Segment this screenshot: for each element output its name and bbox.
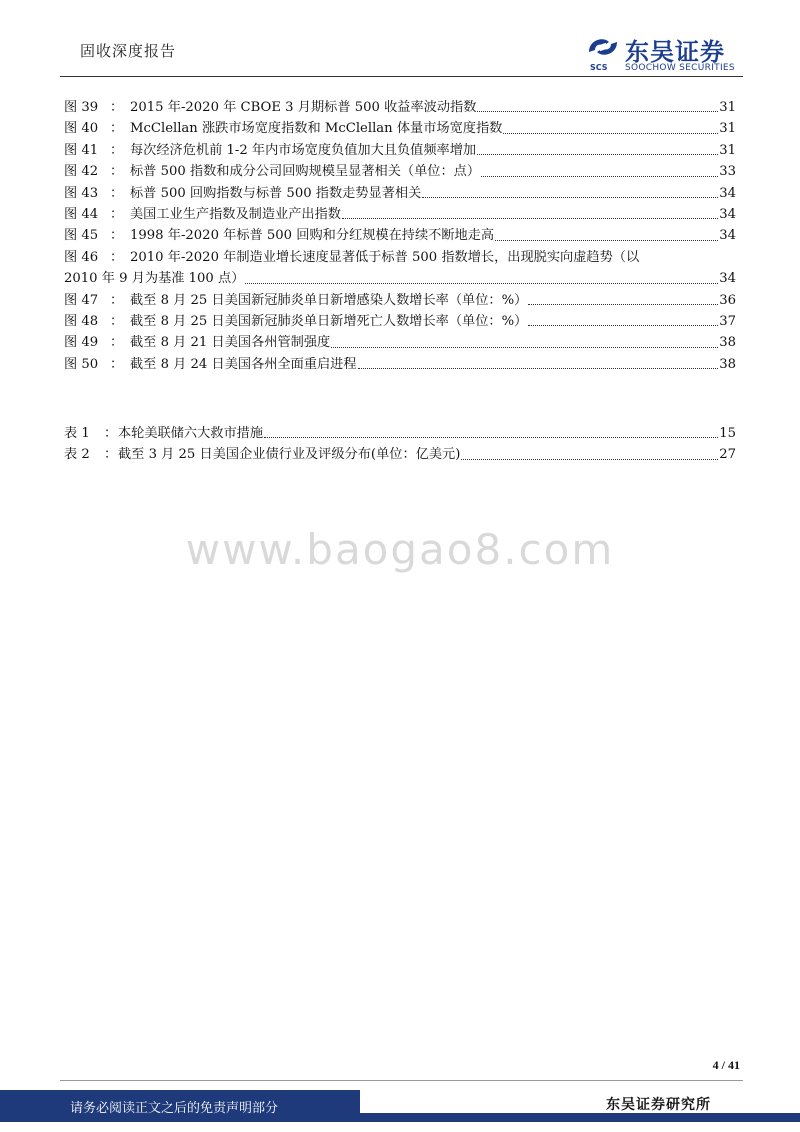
figure-label: 图 39 — [64, 100, 99, 115]
figure-label: 图 43 — [64, 185, 99, 201]
toc-entry-table-2[interactable] — [64, 443, 736, 464]
figure-title: 截至 8 月 21 日美国各州管制强度 — [130, 335, 331, 351]
page-ref: 31 — [719, 100, 736, 115]
page-ref: 34 — [719, 228, 736, 244]
table-label: 表 1 — [64, 426, 90, 441]
figure-list — [64, 96, 736, 374]
toc-entry-table-1[interactable] — [64, 422, 736, 443]
figure-label: 图 45 — [64, 228, 99, 244]
page-number: 4 / 41 — [712, 1058, 740, 1072]
figure-title: 标普 500 回购指数与标普 500 指数走势显著相关 — [130, 185, 422, 201]
figure-label: 图 47 — [64, 292, 99, 308]
page-ref: 34 — [719, 206, 736, 222]
page-ref: 34 — [719, 185, 736, 201]
separator: ： — [104, 426, 118, 441]
watermark: www.baogao8.com — [185, 525, 615, 574]
toc-entry-figure-46-continued[interactable] — [64, 267, 736, 288]
figure-label: 图 49 — [64, 335, 99, 351]
figure-label: 图 41 — [64, 142, 99, 158]
leader-dots — [481, 176, 718, 177]
footer-band — [360, 1113, 800, 1122]
toc-entry-figure-41[interactable] — [64, 139, 736, 160]
page-ref: 31 — [719, 121, 736, 137]
leader-dots — [477, 154, 718, 155]
figure-title: McClellan 涨跌市场宽度指数和 McClellan 体量市场宽度指数 — [130, 121, 503, 137]
leader-dots — [528, 304, 718, 305]
header-divider — [60, 76, 743, 77]
page-ref: 38 — [719, 356, 736, 372]
logo-mark-icon — [585, 32, 621, 62]
toc-entry-figure-39[interactable] — [64, 96, 736, 117]
figure-title-continued: 2010 年 9 月为基准 100 点） — [64, 271, 245, 287]
figure-title: 截至 8 月 24 日美国各州全面重启进程 — [130, 356, 357, 372]
company-logo — [585, 32, 745, 74]
page-ref: 37 — [719, 313, 736, 329]
table-list — [64, 422, 736, 465]
leader-dots — [331, 347, 718, 348]
leader-dots — [528, 325, 718, 326]
leader-dots — [342, 218, 718, 219]
toc-entry-figure-42[interactable] — [64, 160, 736, 181]
separator: ： — [110, 121, 124, 137]
figure-title: 1998 年-2020 年标普 500 回购和分红规模在持续不断地走高 — [130, 228, 495, 244]
table-label: 表 2 — [64, 447, 90, 463]
logo-abbr: SCS — [590, 63, 608, 72]
toc-entry-figure-43[interactable] — [64, 182, 736, 203]
leader-dots — [358, 368, 719, 369]
disclaimer-banner — [0, 1090, 360, 1122]
page-ref: 15 — [719, 426, 736, 441]
page-ref: 31 — [719, 142, 736, 158]
leader-dots — [422, 197, 718, 198]
separator: ： — [110, 249, 124, 265]
footer-organization: 东吴证券研究所 — [606, 1097, 711, 1113]
figure-label: 图 48 — [64, 313, 99, 329]
report-header-title: 固收深度报告 — [80, 42, 177, 60]
page-ref: 36 — [719, 292, 736, 308]
footer-divider — [60, 1080, 743, 1081]
separator: ： — [110, 100, 124, 115]
logo-name-en: SOOCHOW SECURITIES — [625, 63, 735, 73]
toc-entry-figure-49[interactable] — [64, 331, 736, 352]
figure-label: 图 40 — [64, 121, 99, 137]
leader-dots — [245, 283, 718, 284]
toc-entry-figure-40[interactable] — [64, 117, 736, 138]
separator: ： — [104, 447, 118, 463]
separator: ： — [110, 292, 124, 308]
figure-label: 图 46 — [64, 249, 99, 265]
leader-dots — [461, 459, 718, 460]
toc-entry-figure-44[interactable] — [64, 203, 736, 224]
leader-dots — [495, 240, 718, 241]
separator: ： — [110, 206, 124, 222]
toc-entry-figure-45[interactable] — [64, 224, 736, 245]
separator: ： — [110, 356, 124, 372]
page-ref: 38 — [719, 335, 736, 351]
figure-label: 图 50 — [64, 356, 99, 372]
toc-entry-figure-46[interactable] — [64, 246, 736, 267]
toc-entry-figure-50[interactable] — [64, 353, 736, 374]
separator: ： — [110, 185, 124, 201]
leader-dots — [503, 133, 718, 134]
separator: ： — [110, 313, 124, 329]
separator: ： — [110, 228, 124, 244]
toc-entry-figure-48[interactable] — [64, 310, 736, 331]
page-ref: 27 — [719, 447, 736, 463]
page-ref: 33 — [719, 164, 736, 180]
separator: ： — [110, 142, 124, 158]
figure-label: 图 44 — [64, 206, 99, 222]
figure-title: 美国工业生产指数及制造业产出指数 — [130, 206, 341, 222]
leader-dots — [264, 437, 718, 438]
page-ref: 34 — [719, 271, 736, 287]
logo-name-cn: 东吴证券 — [625, 38, 725, 66]
figure-title: 2015 年-2020 年 CBOE 3 月期标普 500 收益率波动指数 — [130, 100, 477, 115]
toc-entry-figure-47[interactable] — [64, 289, 736, 310]
separator: ： — [110, 335, 124, 351]
figure-title: 截至 8 月 25 日美国新冠肺炎单日新增感染人数增长率（单位：%） — [130, 292, 528, 308]
figure-title: 2010 年-2020 年制造业增长速度显著低于标普 500 指数增长，出现脱实向虚趋势（以 — [130, 249, 640, 265]
separator: ： — [110, 164, 124, 180]
table-title: 本轮美联储六大救市措施 — [118, 426, 264, 441]
disclaimer-text: 请务必阅读正文之后的免责声明部分 — [70, 1100, 279, 1116]
leader-dots — [477, 111, 718, 112]
figure-title: 截至 8 月 25 日美国新冠肺炎单日新增死亡人数增长率（单位：%） — [130, 313, 528, 329]
figure-label: 图 42 — [64, 164, 99, 180]
figure-title: 每次经济危机前 1-2 年内市场宽度负值加大且负值频率增加 — [130, 142, 477, 158]
figure-title: 标普 500 指数和成分公司回购规模呈显著相关（单位：点） — [130, 164, 481, 180]
table-title: 截至 3 月 25 日美国企业债行业及评级分布(单位：亿美元) — [118, 447, 461, 463]
